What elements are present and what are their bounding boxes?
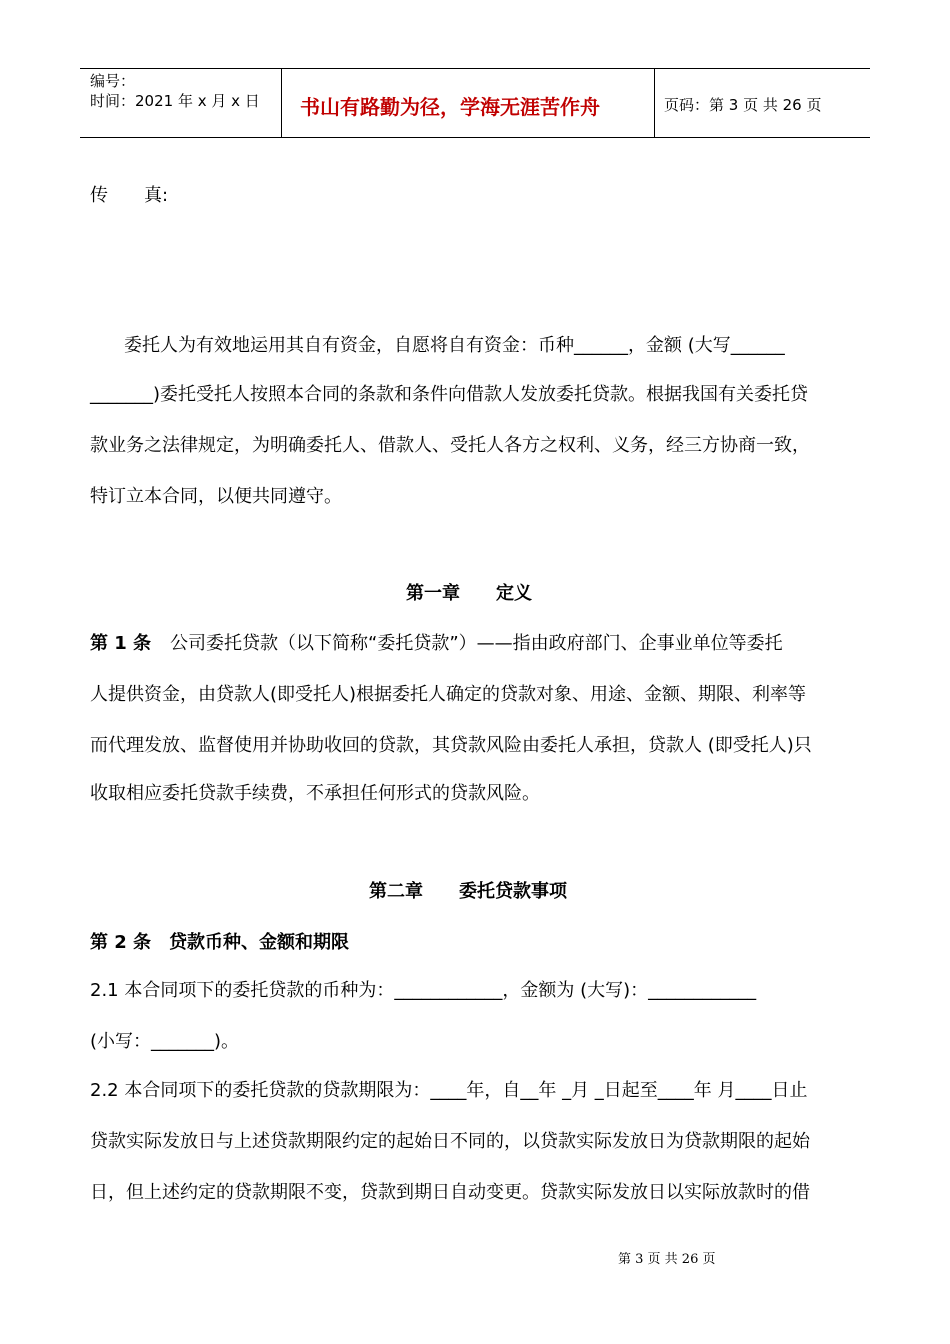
preamble-line: _______)委托受托人按照本合同的条款和条件向借款人发放委托贷款。根据我国有关委托贷 — [90, 384, 809, 405]
header-divider-right — [654, 68, 655, 137]
article-2-line: (小写：_______)。 — [90, 1031, 240, 1052]
header-time-label: 时间：2021 年 x 月 x 日 — [90, 92, 260, 110]
article-1-label: 第 1 条 — [90, 633, 152, 654]
header-number-label: 编号： — [90, 72, 136, 90]
article-2-title: 第 2 条 贷款币种、金额和期限 — [90, 932, 350, 953]
header-motto: 书山有路勤为径，学海无涯苦作舟 — [300, 95, 600, 119]
header-page-info: 页码：第 3 页 共 26 页 — [664, 96, 822, 114]
preamble-line: 特订立本合同，以便共同遵守。 — [90, 486, 342, 507]
preamble-line: 委托人为有效地运用其自有资金，自愿将自有资金：币种______，金额 (大写______ — [124, 335, 785, 356]
article-2-line: 2.2 本合同项下的委托贷款的贷款期限为：____年，自__年 _月 _日起至____年 月____日止 — [90, 1080, 808, 1101]
header-divider-left — [281, 68, 282, 137]
article-1-line: 而代理发放、监督使用并协助收回的贷款，其贷款风险由委托人承担，贷款人 (即受托人)只 — [90, 735, 812, 756]
preamble-line: 款业务之法律规定，为明确委托人、借款人、受托人各方之权利、义务，经三方协商一致， — [90, 435, 810, 456]
chapter-2-title: 第二章 委托贷款事项 — [369, 881, 567, 902]
article-2-line: 2.1 本合同项下的委托贷款的币种为：____________，金额为 (大写)：____________ — [90, 980, 757, 1001]
article-1-line: 人提供资金，由贷款人(即受托人)根据委托人确定的贷款对象、用途、金额、期限、利率等 — [90, 684, 807, 705]
fax-label: 传 真: — [90, 185, 169, 206]
chapter-1-title: 第一章 定义 — [406, 583, 532, 604]
article-2-line: 日，但上述约定的贷款期限不变，贷款到期日自动变更。贷款实际发放日以实际放款时的借 — [90, 1182, 810, 1203]
article-1-line: 收取相应委托贷款手续费，不承担任何形式的贷款风险。 — [90, 783, 540, 804]
article-2-line: 贷款实际发放日与上述贷款期限约定的起始日不同的，以贷款实际发放日为贷款期限的起始 — [90, 1131, 810, 1152]
article-1-line: 公司委托贷款（以下简称“委托贷款”）——指由政府部门、企事业单位等委托 — [152, 633, 783, 654]
page-footer: 第 3 页 共 26 页 — [618, 1252, 716, 1267]
